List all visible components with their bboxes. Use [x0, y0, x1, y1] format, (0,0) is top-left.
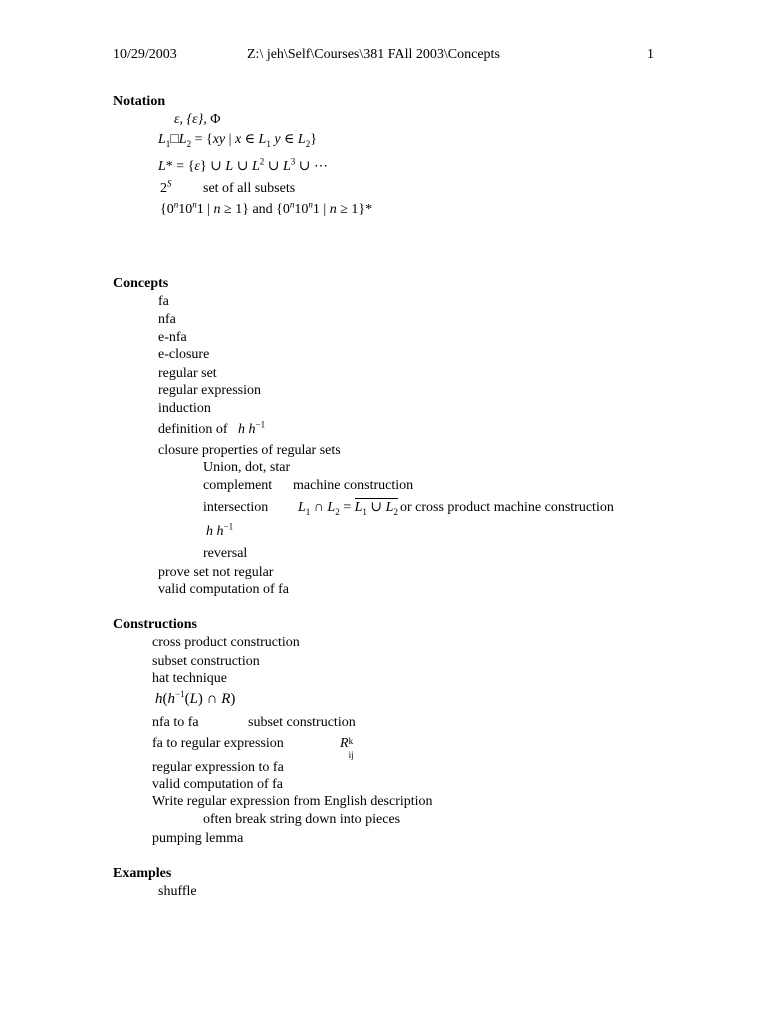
- construction-write-re: Write regular expression from English description: [152, 794, 433, 809]
- construction-fa-to-re: fa to regular expression: [152, 736, 284, 751]
- concept-item: induction: [158, 401, 211, 416]
- construction-hat: hat technique: [152, 671, 228, 686]
- concept-definition-label: definition of: [158, 422, 228, 437]
- concepts-heading: Concepts: [113, 276, 169, 291]
- concept-item: regular expression: [158, 383, 262, 398]
- concept-item: regular set: [158, 366, 217, 381]
- header-page-number: 1: [647, 47, 654, 62]
- concept-intersection-alt: or cross product machine construction: [400, 500, 614, 515]
- header-path: Z:\ jeh\Self\Courses\381 FAll 2003\Concepts: [247, 47, 500, 62]
- examples-heading: Examples: [113, 866, 172, 881]
- notation-powerset-symbol: $2^S$: [160, 178, 172, 196]
- concept-item: e-nfa: [158, 330, 187, 345]
- concept-complement: complement: [203, 478, 273, 493]
- construction-nfa-to-fa-method: subset construction: [248, 715, 356, 730]
- construction-h-formula: $h(h^{-1}(L)$ ∩ R): [155, 689, 236, 707]
- concept-item: e-closure: [158, 347, 210, 362]
- concept-item: fa: [158, 294, 169, 309]
- concept-item: nfa: [158, 312, 176, 327]
- construction-cross: cross product construction: [152, 635, 300, 650]
- construction-re-to-fa: regular expression to fa: [152, 760, 284, 775]
- construction-rij-symbol: R k ij: [340, 736, 354, 760]
- concept-definition-symbol: h $h^{-1}$: [238, 419, 266, 437]
- concept-intersection: intersection: [203, 500, 269, 515]
- concept-complement-method: machine construction: [293, 478, 414, 493]
- constructions-heading: Constructions: [113, 617, 198, 632]
- concept-union: Union, dot, star: [203, 460, 291, 475]
- header-date: 10/29/2003: [113, 47, 177, 62]
- construction-often: often break string down into pieces: [203, 812, 401, 827]
- notation-concatenation: $L_1□L_2 = \{xy$ | x ∈ $L_1$ y ∈ $L_2$}: [158, 132, 317, 149]
- construction-pumping: pumping lemma: [152, 831, 244, 846]
- concept-closure: closure properties of regular sets: [158, 443, 341, 458]
- construction-subset: subset construction: [152, 654, 260, 669]
- concept-reversal: reversal: [203, 546, 248, 561]
- concept-homomorphism: h $h^{-1}$: [206, 521, 234, 539]
- notation-powerset-desc: set of all subsets: [203, 181, 296, 196]
- example-shuffle: shuffle: [158, 884, 197, 899]
- construction-valid: valid computation of fa: [152, 777, 284, 792]
- concept-valid: valid computation of fa: [158, 582, 290, 597]
- notation-epsilon: ε, {ε}, Φ: [174, 112, 221, 127]
- notation-language-example: {0$^n$10$^n$1 | n ≥ 1} and {0$^n$10$^n$1 | n ≥ 1}*: [160, 199, 373, 217]
- concept-intersection-formula: $L_1$ ∩ $L_2 = L_1$ ∪ $L_2$: [298, 500, 398, 517]
- construction-nfa-to-fa: nfa to fa: [152, 715, 199, 730]
- concept-prove: prove set not regular: [158, 565, 274, 580]
- notation-heading: Notation: [113, 94, 166, 109]
- notation-kleene-star: L* = {ε} ∪ L ∪ $L^2$ ∪ $L^3$ ∪ ⋯: [158, 156, 328, 174]
